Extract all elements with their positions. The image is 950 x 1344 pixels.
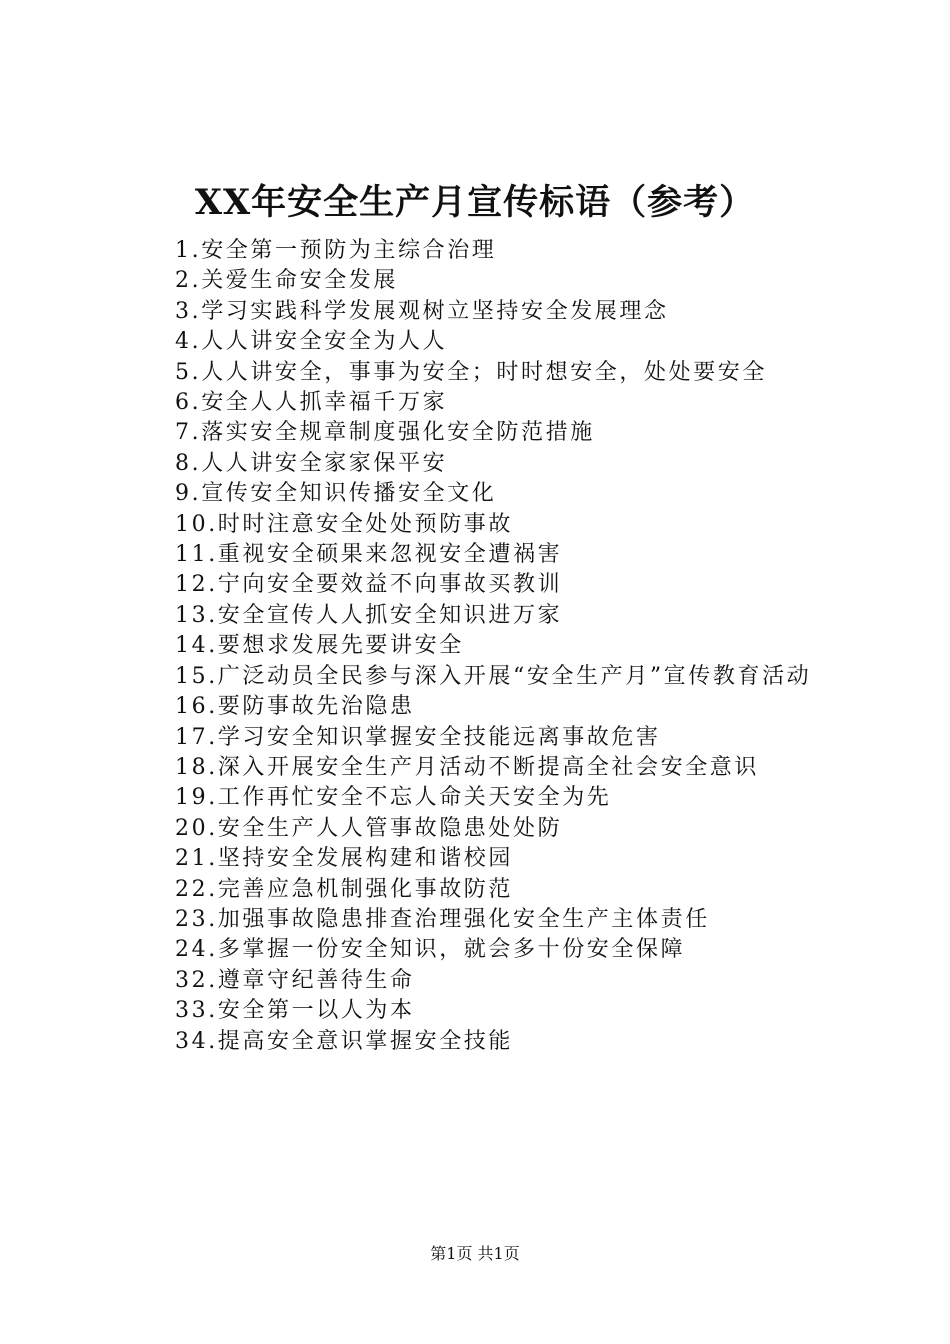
slogan-item: 8.人人讲安全家家保平安 bbox=[175, 450, 448, 476]
slogan-item: 34.提高安全意识掌握安全技能 bbox=[175, 1028, 513, 1054]
slogan-item: 13.安全宣传人人抓安全知识进万家 bbox=[175, 602, 563, 628]
slogan-item: 33.安全第一以人为本 bbox=[175, 998, 415, 1024]
slogan-item: 9.宣传安全知识传播安全文化 bbox=[175, 481, 497, 507]
slogan-item: 11.重视安全硕果来忽视安全遭祸害 bbox=[175, 542, 563, 568]
slogan-item: 32.遵章守纪善待生命 bbox=[175, 967, 415, 993]
slogan-item: 21.坚持安全发展构建和谐校园 bbox=[175, 846, 513, 872]
slogan-item: 7.落实安全规章制度强化安全防范措施 bbox=[175, 420, 595, 446]
slogan-item: 12.宁向安全要效益不向事故买教训 bbox=[175, 572, 563, 598]
slogan-item: 10.时时注意安全处处预防事故 bbox=[175, 511, 513, 537]
slogan-item: 1.安全第一预防为主综合治理 bbox=[175, 238, 497, 263]
slogan-item: 6.安全人人抓幸福千万家 bbox=[175, 390, 448, 416]
page-footer: 第1页 共1页 bbox=[430, 1244, 520, 1263]
slogan-item: 20.安全生产人人管事故隐患处处防 bbox=[175, 815, 563, 841]
slogan-item: 18.深入开展安全生产月活动不断提高全社会安全意识 bbox=[175, 754, 759, 780]
slogan-list bbox=[128, 236, 840, 1057]
slogan-item: 22.完善应急机制强化事故防范 bbox=[175, 876, 513, 902]
slogan-item: 19.工作再忙安全不忘人命关天安全为先 bbox=[175, 785, 612, 811]
slogan-item: 5.人人讲安全，事事为安全；时时想安全，处处要安全 bbox=[175, 359, 767, 385]
slogan-item: 24.多掌握一份安全知识，就会多十份安全保障 bbox=[175, 937, 686, 963]
slogan-item: 4.人人讲安全安全为人人 bbox=[175, 329, 448, 355]
slogan-item: 23.加强事故隐患排查治理强化安全生产主体责任 bbox=[175, 906, 710, 932]
slogan-item: 3.学习实践科学发展观树立坚持安全发展理念 bbox=[175, 298, 669, 324]
slogan-item: 17.学习安全知识掌握安全技能远离事故危害 bbox=[175, 724, 661, 750]
slogan-item: 14.要想求发展先要讲安全 bbox=[175, 633, 464, 659]
slogan-item: 2.关爱生命安全发展 bbox=[175, 268, 398, 294]
document-title: XX年安全生产月宣传标语（参考） bbox=[194, 182, 756, 223]
slogan-item: 15.广泛动员全民参与深入开展“安全生产月”宣传教育活动 bbox=[175, 663, 812, 689]
slogan-item: 16.要防事故先治隐患 bbox=[175, 694, 415, 720]
